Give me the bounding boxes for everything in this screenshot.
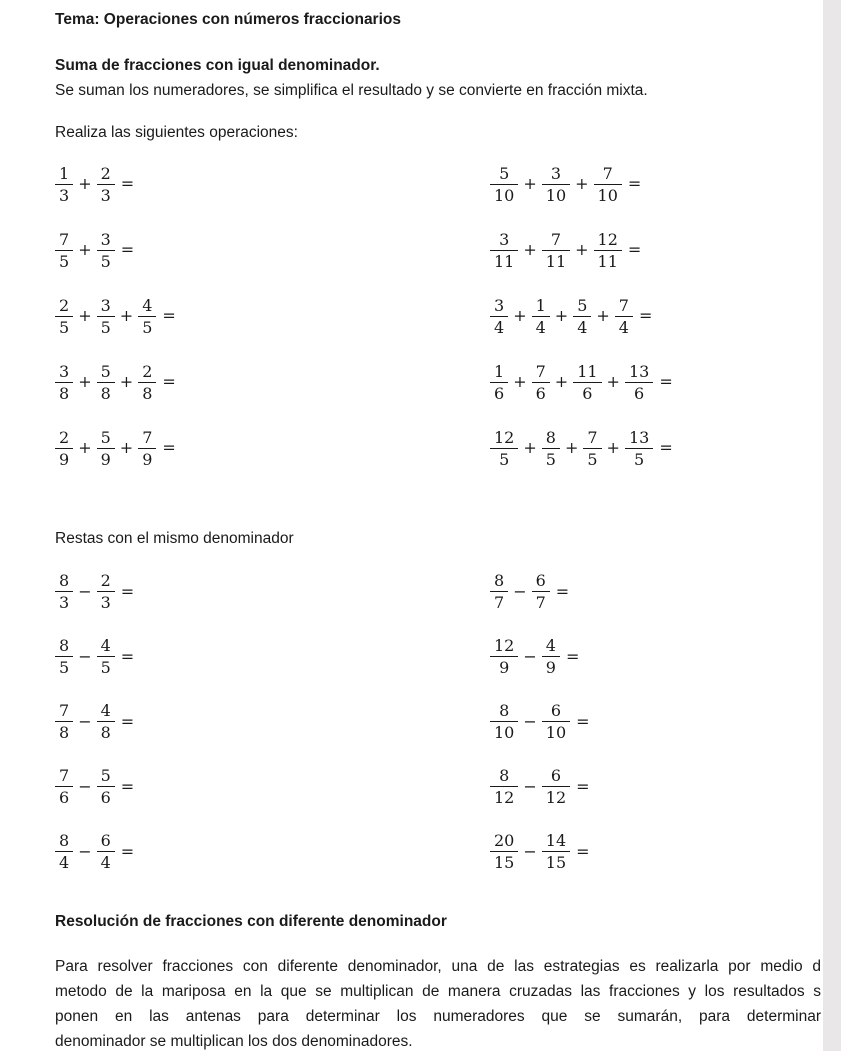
sum-section-description: Se suman los numeradores, se simplifica el resultado y se convierte en fracción mixta.	[55, 82, 648, 99]
numerator: 5	[97, 766, 115, 787]
fraction	[542, 831, 570, 872]
equals-sign: =	[162, 438, 176, 457]
numerator: 2	[138, 362, 156, 383]
denominator: 8	[59, 383, 70, 403]
exercise-row	[490, 217, 821, 283]
denominator: 5	[100, 251, 111, 271]
denominator: 8	[100, 383, 111, 403]
exercise-row	[490, 559, 821, 624]
numerator: 2	[55, 296, 73, 317]
numerator: 8	[55, 831, 73, 852]
denominator: 5	[100, 658, 111, 677]
denominator: 10	[545, 185, 567, 205]
numerator: 3	[542, 164, 570, 185]
equals-sign: =	[120, 711, 135, 731]
denominator: 9	[545, 658, 556, 677]
worksheet-content	[55, 10, 821, 1054]
operator: +	[78, 372, 92, 391]
operator: +	[78, 174, 92, 193]
fraction	[490, 428, 518, 469]
fraction	[573, 296, 591, 337]
numerator: 7	[138, 428, 156, 449]
numerator: 6	[542, 701, 570, 722]
numerator: 8	[542, 428, 560, 449]
denominator: 10	[545, 723, 567, 742]
exercise-row	[490, 151, 821, 217]
equals-sign: =	[576, 711, 590, 731]
denominator: 8	[59, 723, 70, 742]
operator: +	[575, 240, 589, 259]
operator: −	[78, 711, 92, 731]
equals-sign: =	[120, 646, 135, 666]
numerator: 1	[532, 296, 550, 317]
fraction	[542, 230, 570, 271]
fraction	[55, 428, 73, 469]
fraction	[573, 362, 601, 403]
fraction	[542, 164, 570, 205]
numerator: 13	[625, 362, 653, 383]
subtraction-section	[55, 529, 821, 884]
exercise-row	[55, 217, 490, 283]
denominator: 9	[499, 658, 510, 677]
denominator: 5	[634, 449, 645, 469]
operator: −	[513, 581, 527, 601]
numerator: 4	[138, 296, 156, 317]
denominator: 3	[59, 593, 70, 612]
subtraction-exercises-left-column	[55, 559, 490, 884]
equals-sign: =	[627, 240, 642, 259]
denominator: 6	[59, 788, 70, 807]
denominator: 5	[100, 317, 111, 337]
fraction	[625, 428, 653, 469]
exercise-row	[55, 624, 490, 689]
equals-sign: =	[120, 240, 135, 259]
numerator: 5	[97, 362, 115, 383]
operator: +	[78, 240, 92, 259]
fraction	[542, 701, 570, 742]
operator: +	[78, 306, 92, 325]
denominator: 6	[582, 383, 593, 403]
fraction	[138, 296, 156, 337]
fraction	[490, 164, 518, 205]
operator: −	[523, 646, 537, 666]
numerator: 5	[490, 164, 518, 185]
exercise-row	[490, 283, 821, 349]
fraction	[594, 230, 622, 271]
fraction	[55, 164, 73, 205]
denominator: 4	[100, 853, 111, 872]
operator: −	[78, 581, 92, 601]
numerator: 7	[532, 362, 550, 383]
denominator: 10	[597, 185, 618, 205]
subtraction-section-heading: Restas con el mismo denominador	[55, 530, 294, 547]
numerator: 5	[97, 428, 115, 449]
subtraction-exercises-right-column	[490, 559, 821, 884]
equals-sign: =	[120, 841, 135, 861]
denominator: 3	[100, 185, 111, 205]
paragraph-line: ponen en las antenas para determinar los numeradores que se sumarán, para determinar	[55, 1008, 821, 1025]
exercise-row	[490, 624, 821, 689]
equals-sign: =	[120, 776, 135, 796]
fraction	[97, 362, 115, 403]
denominator: 5	[587, 449, 598, 469]
exercise-row	[490, 689, 821, 754]
operator: +	[523, 438, 537, 457]
operator: +	[513, 306, 527, 325]
denominator: 5	[59, 251, 70, 271]
operator: +	[596, 306, 610, 325]
numerator: 3	[97, 230, 115, 251]
exercise-row	[55, 689, 490, 754]
sum-section	[55, 56, 821, 481]
operator: −	[523, 841, 537, 861]
denominator: 6	[494, 383, 505, 403]
numerator: 7	[542, 230, 570, 251]
different-denominator-heading: Resolución de fracciones con diferente denominador	[55, 913, 447, 930]
numerator: 7	[583, 428, 601, 449]
numerator: 13	[625, 428, 653, 449]
fraction	[542, 766, 570, 807]
exercise-row	[55, 349, 490, 415]
equals-sign: =	[565, 646, 580, 666]
denominator: 7	[494, 593, 505, 612]
numerator: 2	[97, 571, 115, 592]
different-denominator-section	[55, 912, 821, 1054]
operator: −	[523, 776, 537, 796]
numerator: 3	[55, 362, 73, 383]
fraction	[532, 362, 550, 403]
fraction	[138, 428, 156, 469]
numerator: 6	[532, 571, 550, 592]
fraction	[490, 831, 518, 872]
denominator: 4	[494, 317, 505, 337]
fraction	[97, 428, 115, 469]
numerator: 1	[490, 362, 508, 383]
fraction	[490, 766, 518, 807]
numerator: 2	[97, 164, 115, 185]
operator: +	[554, 306, 569, 325]
denominator: 5	[545, 449, 556, 469]
fraction	[615, 296, 633, 337]
equals-sign: =	[638, 306, 653, 325]
denominator: 9	[100, 449, 111, 469]
denominator: 12	[545, 788, 567, 807]
numerator: 12	[594, 230, 622, 251]
numerator: 8	[490, 571, 508, 592]
denominator: 3	[59, 185, 70, 205]
fraction	[490, 230, 518, 271]
page-edge-strip	[823, 0, 841, 1051]
exercise-row	[490, 415, 821, 481]
operator: +	[119, 372, 134, 391]
fraction	[55, 362, 73, 403]
fraction	[594, 164, 622, 205]
numerator: 3	[490, 296, 508, 317]
numerator: 12	[490, 428, 518, 449]
fraction	[542, 636, 560, 677]
denominator: 5	[499, 449, 510, 469]
operator: +	[564, 438, 579, 457]
equals-sign: =	[120, 174, 135, 193]
equals-sign: =	[555, 581, 570, 601]
fraction	[55, 571, 73, 612]
numerator: 1	[55, 164, 73, 185]
fraction	[490, 362, 508, 403]
fraction	[55, 296, 73, 337]
denominator: 6	[100, 788, 111, 807]
denominator: 8	[142, 383, 153, 403]
denominator: 4	[618, 317, 629, 337]
numerator: 7	[55, 766, 73, 787]
numerator: 3	[490, 230, 518, 251]
fraction	[583, 428, 601, 469]
fraction	[532, 296, 550, 337]
numerator: 4	[542, 636, 560, 657]
denominator: 3	[100, 593, 111, 612]
operator: +	[575, 174, 589, 193]
operator: −	[523, 711, 537, 731]
equals-sign: =	[162, 372, 176, 391]
numerator: 4	[97, 636, 115, 657]
numerator: 20	[490, 831, 518, 852]
numerator: 14	[542, 831, 570, 852]
denominator: 9	[142, 449, 153, 469]
exercise-row	[55, 151, 490, 217]
fraction	[97, 571, 115, 612]
equals-sign: =	[120, 581, 135, 601]
sum-section-instruction: Realiza las siguientes operaciones:	[55, 124, 298, 141]
exercise-row	[55, 754, 490, 819]
denominator: 5	[59, 317, 70, 337]
numerator: 4	[97, 701, 115, 722]
equals-sign: =	[162, 306, 176, 325]
denominator: 9	[59, 449, 70, 469]
numerator: 8	[490, 701, 518, 722]
sum-exercise-grid	[55, 151, 821, 481]
fraction	[97, 230, 115, 271]
fraction	[138, 362, 156, 403]
denominator: 15	[494, 853, 515, 872]
operator: +	[523, 174, 537, 193]
operator: +	[78, 438, 92, 457]
numerator: 7	[615, 296, 633, 317]
equals-sign: =	[576, 841, 590, 861]
denominator: 10	[494, 723, 515, 742]
numerator: 7	[55, 701, 73, 722]
exercise-row	[55, 283, 490, 349]
paragraph-line: metodo de la mariposa en la que se multiplican de manera cruzadas las fracciones y los resultados s	[55, 983, 821, 1000]
fraction	[532, 571, 550, 612]
numerator: 5	[573, 296, 591, 317]
denominator: 11	[597, 251, 618, 271]
denominator: 10	[494, 185, 515, 205]
paragraph-line: Para resolver fracciones con diferente denominador, una de las estrategias es realizarla por medio d	[55, 958, 821, 975]
denominator: 4	[59, 853, 70, 872]
denominator: 11	[545, 251, 567, 271]
operator: +	[606, 438, 620, 457]
equals-sign: =	[627, 174, 642, 193]
denominator: 6	[634, 383, 645, 403]
exercise-row	[55, 819, 490, 884]
denominator: 8	[100, 723, 111, 742]
numerator: 12	[490, 636, 518, 657]
denominator: 12	[494, 788, 515, 807]
numerator: 7	[594, 164, 622, 185]
denominator: 6	[535, 383, 546, 403]
fraction	[97, 164, 115, 205]
numerator: 8	[55, 571, 73, 592]
fraction	[97, 701, 115, 742]
numerator: 7	[55, 230, 73, 251]
denominator: 5	[142, 317, 153, 337]
operator: −	[78, 841, 92, 861]
fraction	[55, 701, 73, 742]
fraction	[490, 701, 518, 742]
numerator: 2	[55, 428, 73, 449]
denominator: 15	[545, 853, 567, 872]
paragraph-line: denominador se multiplican los dos denominadores.	[55, 1033, 413, 1050]
numerator: 11	[573, 362, 601, 383]
operator: +	[513, 372, 527, 391]
operator: +	[523, 240, 537, 259]
subtraction-exercise-grid	[55, 559, 821, 884]
operator: −	[78, 646, 92, 666]
denominator: 4	[535, 317, 546, 337]
fraction	[490, 571, 508, 612]
equals-sign: =	[576, 776, 590, 796]
numerator: 6	[97, 831, 115, 852]
exercise-row	[55, 415, 490, 481]
exercise-row	[55, 559, 490, 624]
denominator: 4	[577, 317, 588, 337]
fraction	[55, 636, 73, 677]
sum-exercises-left-column	[55, 151, 490, 481]
fraction	[97, 636, 115, 677]
operator: +	[606, 372, 620, 391]
fraction	[97, 766, 115, 807]
operator: −	[78, 776, 92, 796]
operator: +	[119, 306, 134, 325]
equals-sign: =	[659, 372, 673, 391]
fraction	[625, 362, 653, 403]
exercise-row	[490, 754, 821, 819]
numerator: 8	[490, 766, 518, 787]
exercise-row	[490, 349, 821, 415]
fraction	[97, 831, 115, 872]
page-title: Tema: Operaciones con números fraccionarios	[55, 11, 401, 28]
sum-exercises-right-column	[490, 151, 821, 481]
fraction	[55, 831, 73, 872]
fraction	[490, 636, 518, 677]
sum-section-heading: Suma de fracciones con igual denominador.	[55, 57, 380, 74]
operator: +	[554, 372, 569, 391]
numerator: 3	[97, 296, 115, 317]
denominator: 7	[535, 593, 546, 612]
fraction	[55, 766, 73, 807]
numerator: 6	[542, 766, 570, 787]
different-denominator-paragraph	[55, 954, 821, 1054]
denominator: 5	[59, 658, 70, 677]
fraction	[542, 428, 560, 469]
fraction	[97, 296, 115, 337]
fraction	[490, 296, 508, 337]
denominator: 11	[494, 251, 515, 271]
exercise-row	[490, 819, 821, 884]
numerator: 8	[55, 636, 73, 657]
operator: +	[119, 438, 134, 457]
equals-sign: =	[659, 438, 673, 457]
fraction	[55, 230, 73, 271]
